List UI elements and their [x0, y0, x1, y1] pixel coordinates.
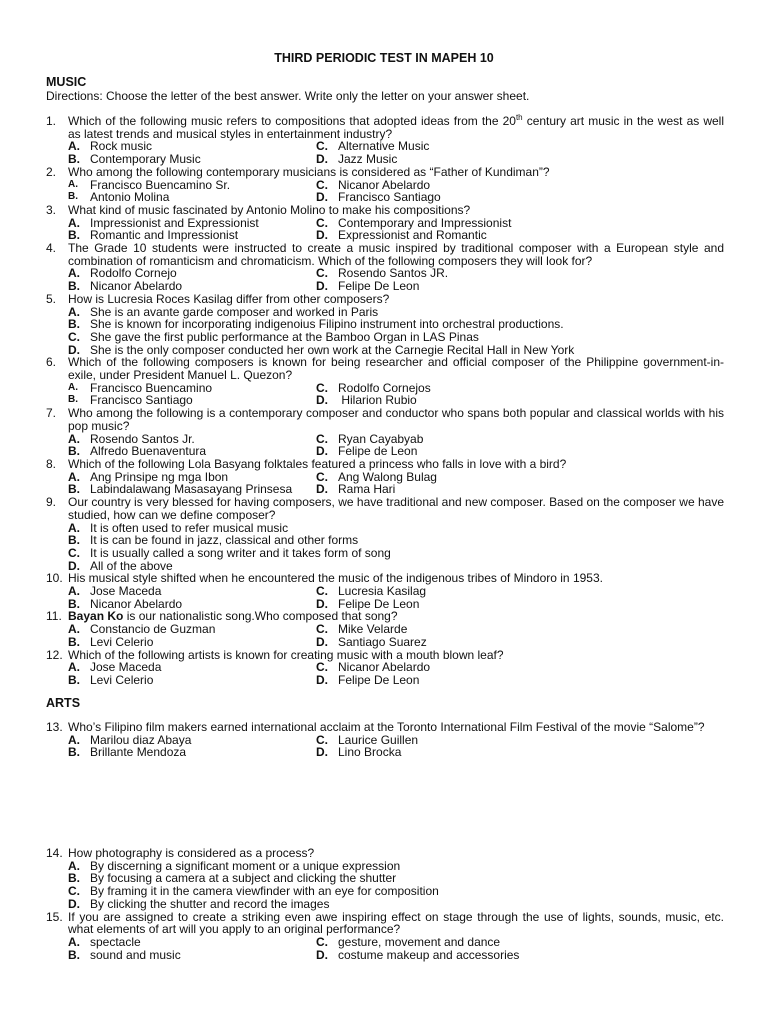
option-letter: D.: [316, 634, 328, 649]
option-c: [316, 623, 676, 636]
option-d: [316, 153, 676, 166]
option-text: Ang Walong Bulag: [338, 469, 437, 484]
option-letter: B.: [68, 152, 80, 167]
option-letter: A.: [68, 469, 80, 484]
question-text: Who among the following is a contemporary composer and conductor who spans both popular and classical worlds with his pop music?: [68, 406, 724, 433]
option-text: gesture, movement and dance: [338, 934, 501, 949]
option-letter: A.: [68, 431, 80, 446]
option-text: Nicanor Abelardo: [90, 279, 183, 294]
option-text: Santiago Suarez: [338, 634, 427, 649]
option-text: She gave the first public performance at the Bamboo Organ in LAS Pinas: [90, 329, 479, 344]
option-letter: A.: [68, 520, 80, 535]
question-15: [46, 911, 724, 962]
option-letter: A.: [68, 215, 80, 230]
question-text: Our country is very blessed for having composers, we have traditional and new composer. Based on the composer we have studied, how can we define composer?: [68, 495, 724, 522]
option-letter: B.: [68, 672, 80, 687]
question-text: Which of the following artists is known for creating music with a mouth blown leaf?: [68, 647, 504, 662]
option-d: [316, 949, 676, 962]
option-text: Francisco Buencamino: [90, 380, 213, 395]
option-text: She is an avante garde composer and worked in Paris: [90, 304, 379, 319]
option-text: Rodolfo Cornejo: [90, 266, 177, 281]
option-letter: B.: [68, 317, 80, 332]
option-text: All of the above: [90, 558, 173, 573]
option-letter: C.: [316, 266, 328, 281]
option-text: Ryan Cayabyab: [338, 431, 424, 446]
option-text: Rock music: [90, 139, 153, 154]
option-letter: B.: [68, 279, 80, 294]
option-d: [316, 674, 676, 687]
option-letter: D.: [316, 152, 328, 167]
option-text: Lucresia Kasilag: [338, 584, 427, 599]
option-text: Impressionist and Expressionist: [90, 215, 259, 230]
question-text: How photography is considered as a process?: [68, 846, 315, 860]
option-text: Romantic and Impressionist: [90, 228, 239, 243]
option-text: Rosendo Santos JR.: [338, 266, 449, 281]
option-letter: A.: [68, 304, 80, 319]
option-letter: C.: [316, 215, 328, 230]
question-number: 12.: [46, 647, 63, 662]
question-number: 4.: [46, 241, 57, 256]
option-text: Jose Maceda: [90, 584, 162, 599]
option-letter: A.: [68, 266, 80, 281]
question-number: 5.: [46, 291, 57, 306]
option-c: [316, 585, 676, 598]
question-number: 11.: [46, 609, 62, 624]
option-a: [68, 936, 316, 949]
question-14: [46, 847, 724, 911]
music-questions: [46, 115, 724, 687]
option-letter: C.: [316, 139, 328, 154]
question-text: How is Lucresia Roces Kasilag differ from other composers?: [68, 291, 390, 306]
option-text: It is often used to refer musical music: [90, 520, 289, 535]
option-text: She is the only composer conducted her own work at the Carnegie Recital Hall in New York: [90, 342, 575, 357]
question-text: Who’s Filipino film makers earned international acclaim at the Toronto International Film Festival of the movie “Salome”?: [68, 720, 705, 734]
option-letter: A.: [68, 732, 80, 747]
option-letter: D.: [316, 482, 328, 497]
option-text: Contemporary and Impressionist: [338, 215, 512, 230]
option-b: [68, 636, 316, 649]
option-b: [68, 949, 316, 962]
option-text: She is known for incorporating indigenoius Filipino instrument into orchestral productions.: [90, 317, 564, 332]
question-text: Which of the following composers is known for being researcher and official composer of the Philippine government-in-exile, under President Manuel L. Quezon?: [68, 355, 724, 383]
question-text: The Grade 10 students were instructed to create a music inspired by traditional composer with a European style and combination of romanticism and chromaticism. Which of the following composers they will look for?: [68, 241, 724, 268]
option-text: Hilarion Rubio: [338, 393, 417, 408]
question-number: 9.: [46, 495, 57, 510]
arts-questions-continued: [46, 847, 724, 961]
option-letter: C.: [316, 584, 328, 599]
option-text: Felipe De Leon: [338, 596, 420, 611]
option-text: sound and music: [90, 947, 181, 962]
question-text: What kind of music fascinated by Antonio Molino to make his compositions?: [68, 202, 471, 217]
option-d: [316, 746, 676, 759]
option-letter: B.: [68, 871, 80, 886]
option-text: Antonio Molina: [90, 190, 170, 205]
section-heading-music: MUSIC: [46, 75, 87, 89]
option-c: [316, 936, 676, 949]
option-letter: D.: [316, 444, 328, 459]
option-text: spectacle: [90, 934, 141, 949]
question-number: 13.: [46, 720, 63, 734]
option-letter: B.: [68, 596, 80, 611]
option-letter: D.: [316, 279, 328, 294]
question-text: Which of the following music refers to compositions that adopted ideas from the 20th century art music in the west as well as latest trends and musical styles in entertainment industry?: [68, 113, 724, 141]
option-text: Nicanor Abelardo: [90, 596, 183, 611]
option-letter: C.: [316, 431, 328, 446]
page-title: THIRD PERIODIC TEST IN MAPEH 10: [274, 51, 494, 65]
option-text: Felipe De Leon: [338, 279, 420, 294]
option-text: Nicanor Abelardo: [338, 660, 431, 675]
option-text: Francisco Buencamino Sr.: [90, 177, 231, 192]
option-letter: B.: [68, 482, 80, 497]
option-text: Brillante Mendoza: [90, 745, 187, 760]
option-text: It is can be found in jazz, classical and other forms: [90, 533, 359, 548]
question-text: Which of the following Lola Basyang folktales featured a princess who falls in love with a bird?: [68, 456, 567, 471]
option-text: Felipe De Leon: [338, 672, 420, 687]
option-letter: C.: [316, 380, 328, 395]
option-text: Alternative Music: [338, 139, 430, 154]
option-letter: A.: [68, 934, 80, 949]
option-letter: B.: [68, 947, 80, 962]
question-8: [46, 458, 724, 496]
question-number: 8.: [46, 456, 57, 471]
option-letter: D.: [68, 896, 80, 911]
option-letter: C.: [316, 469, 328, 484]
option-letter: C.: [316, 660, 328, 675]
option-text: costume makeup and accessories: [338, 947, 520, 962]
option-letter: B.: [68, 533, 80, 548]
question-number: 2.: [46, 164, 57, 179]
option-c: [68, 885, 724, 898]
option-letter: C.: [316, 177, 328, 192]
option-a: [68, 623, 316, 636]
question-text: Who among the following contemporary musicians is considered as “Father of Kundiman”?: [68, 164, 550, 179]
directions: Directions: Choose the letter of the best answer. Write only the letter on your answer sheet.: [46, 89, 530, 103]
option-text: Felipe de Leon: [338, 444, 418, 459]
option-text: Levi Celerio: [90, 634, 154, 649]
question-6: [46, 356, 724, 407]
question-text: If you are assigned to create a striking even awe inspiring effect on stage through the use of lights, sounds, music, etc. what elements of art will you apply to an original performance?: [68, 909, 724, 937]
question-4: [46, 242, 724, 293]
option-letter: C.: [316, 732, 328, 747]
question-5: [46, 293, 724, 357]
option-letter: D.: [316, 947, 328, 962]
option-letter: D.: [316, 190, 328, 205]
option-letter: D.: [316, 393, 328, 408]
option-c: [68, 331, 724, 344]
option-text: Francisco Santiago: [338, 190, 441, 205]
section-heading-arts: ARTS: [46, 696, 81, 710]
question-12: [46, 649, 724, 687]
question-7: [46, 407, 724, 458]
option-letter: D.: [68, 558, 80, 573]
option-letter: B.: [68, 394, 78, 406]
option-letter: C.: [68, 545, 80, 560]
option-a: [68, 585, 316, 598]
option-letter: A.: [68, 858, 80, 873]
option-letter: A.: [68, 622, 80, 637]
option-letter: B.: [68, 444, 80, 459]
question-13: [46, 721, 724, 759]
option-text: Jazz Music: [338, 152, 398, 167]
question-number: 1.: [46, 114, 57, 128]
question-number: 7.: [46, 406, 57, 421]
question-number: 14.: [46, 846, 63, 860]
question-number: 10.: [46, 571, 63, 586]
option-b: [68, 674, 316, 687]
option-b: [68, 746, 316, 759]
option-letter: B.: [68, 745, 80, 760]
option-text: By framing it in the camera viewfinder with an eye for composition: [90, 884, 439, 899]
option-letter: B.: [68, 191, 78, 203]
option-text: Constancio de Guzman: [90, 622, 216, 637]
question-2: [46, 166, 724, 204]
option-letter: B.: [68, 228, 80, 243]
option-letter: C.: [68, 884, 80, 899]
question-11: [46, 610, 724, 648]
question-3: [46, 204, 724, 242]
question-text: Bayan Ko is our nationalistic song.Who composed that song?: [68, 609, 398, 624]
option-b: [68, 280, 316, 293]
option-letter: C.: [316, 934, 328, 949]
option-text: It is usually called a song writer and it takes form of song: [90, 545, 391, 560]
option-text: Laurice Guillen: [338, 732, 419, 747]
option-d: [68, 898, 724, 911]
option-text: Rama Hari: [338, 482, 396, 497]
option-text: By focusing a camera at a subject and clicking the shutter: [90, 871, 397, 886]
option-text: Nicanor Abelardo: [338, 177, 431, 192]
option-c: [68, 547, 724, 560]
question-number: 6.: [46, 355, 57, 370]
option-text: Contemporary Music: [90, 152, 201, 167]
option-text: Rodolfo Cornejos: [338, 380, 431, 395]
option-letter: D.: [68, 342, 80, 357]
option-letter: A.: [68, 584, 80, 599]
option-letter: B.: [68, 634, 80, 649]
option-d: [316, 280, 676, 293]
option-letter: D.: [316, 672, 328, 687]
question-number: 3.: [46, 202, 57, 217]
option-letter: A.: [68, 381, 78, 393]
option-text: Levi Celerio: [90, 672, 154, 687]
option-text: Mike Velarde: [338, 622, 408, 637]
option-letter: A.: [68, 178, 78, 190]
option-text: Alfredo Buenaventura: [90, 444, 207, 459]
option-letter: A.: [68, 139, 80, 154]
question-10: [46, 572, 724, 610]
option-letter: D.: [316, 596, 328, 611]
option-letter: D.: [316, 228, 328, 243]
option-d: [316, 636, 676, 649]
option-letter: C.: [68, 329, 80, 344]
option-b: [68, 153, 316, 166]
option-text: Marilou diaz Abaya: [90, 732, 192, 747]
question-1: [46, 115, 724, 166]
arts-questions: [46, 721, 724, 759]
option-text: Jose Maceda: [90, 660, 162, 675]
question-number: 15.: [46, 909, 63, 924]
option-text: By discerning a significant moment or a unique expression: [90, 858, 401, 873]
option-text: Francisco Santiago: [90, 393, 193, 408]
question-9: [46, 496, 724, 572]
option-letter: A.: [68, 660, 80, 675]
option-letter: D.: [316, 745, 328, 760]
option-text: Rosendo Santos Jr.: [90, 431, 195, 446]
question-text: His musical style shifted when he encountered the music of the indigenous tribes of Mindoro in 1953.: [68, 571, 603, 586]
option-text: Labindalawang Masasayang Prinsesa: [90, 482, 293, 497]
option-text: Ang Prinsipe ng mga Ibon: [90, 469, 229, 484]
option-text: Expressionist and Romantic: [338, 228, 487, 243]
option-text: Lino Brocka: [338, 745, 402, 760]
option-b: [68, 534, 724, 547]
option-letter: C.: [316, 622, 328, 637]
option-text: By clicking the shutter and record the images: [90, 896, 330, 911]
